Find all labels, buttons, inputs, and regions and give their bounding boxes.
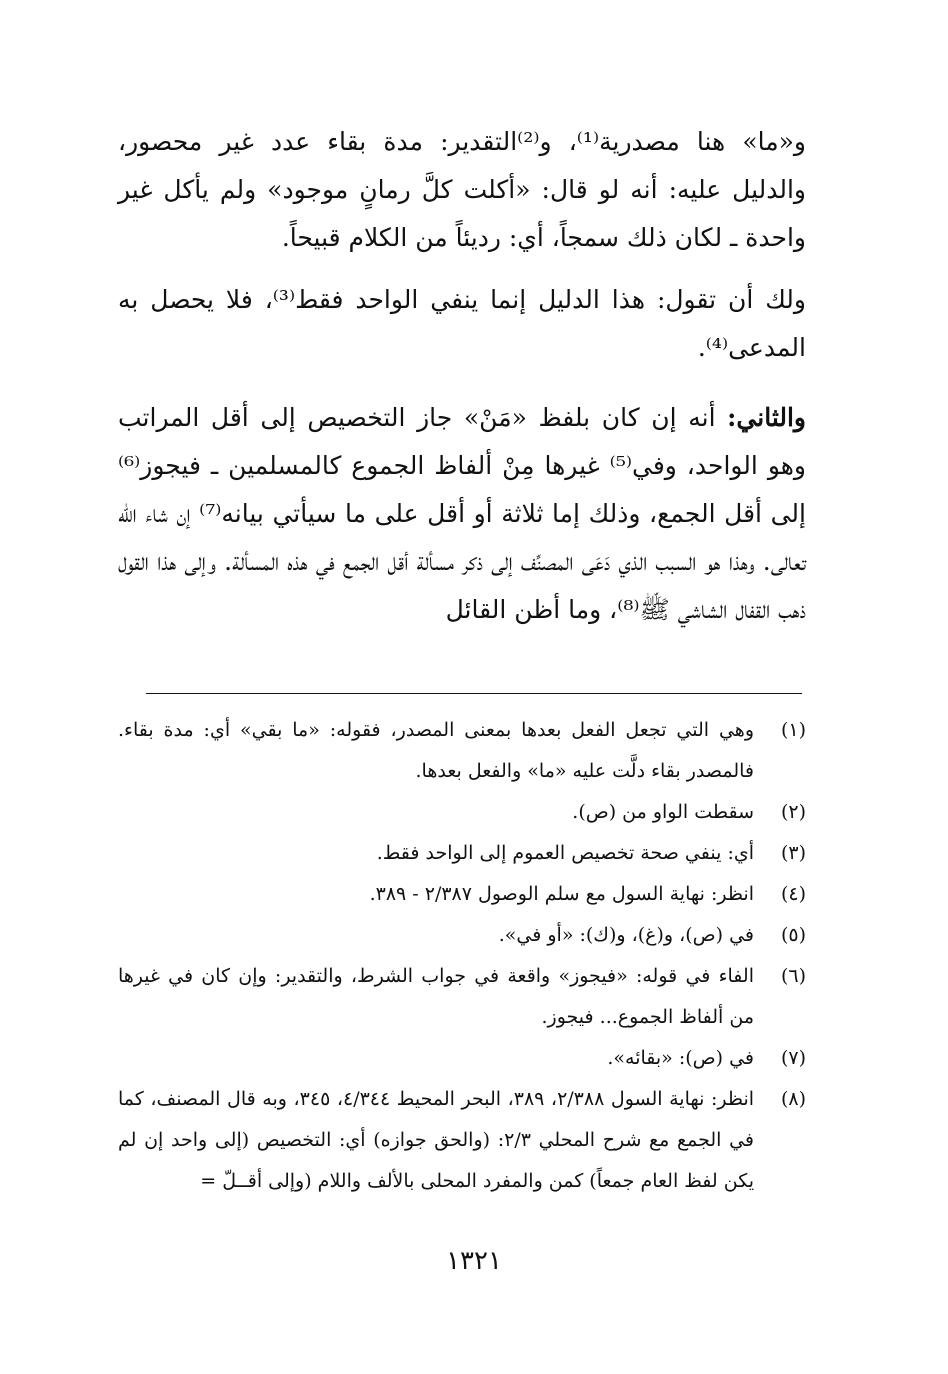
footnote-number: (٨) — [780, 1088, 806, 1110]
footnote-text: الفاء في قوله: «فيجوز» واقعة في جواب الشرط، والتقدير: وإن كان في غيرها من ألفاظ الجموع... فيجوز. — [118, 965, 754, 1028]
footnote-text: انظر: نهاية السول مع سلم الوصول ٢/٣٨٧ - ٣٨٩. — [369, 883, 754, 905]
footnote-1 — [118, 710, 806, 792]
footnote-number: (٤) — [780, 883, 806, 905]
footnote-text: وهي التي تجعل الفعل بعدها بمعنى المصدر، فقوله: «ما بقي» أي: مدة بقاء. فالمصدر بقاء دلَّت عليه «ما» والفعل بعدها. — [118, 719, 754, 782]
footnote-separator — [146, 693, 802, 694]
footnote-3 — [118, 833, 806, 874]
paragraph-1: و«ما» هنا مصدرية⁽¹⁾، و⁽²⁾التقدير: مدة بقاء عدد غير محصور، والدليل عليه: أنه لو قال: «أكلت كلَّ رمانٍ موجود» ولم يأكل غير واحدة ـ لكان ذلك سمجاً، أي: رديئاً من الكلام قبيحاً. — [118, 127, 806, 252]
footnote-text: انظر: نهاية السول ٢/٣٨٨، ٣٨٩، البحر المحيط ٤/٣٤٤، ٣٤٥، وبه قال المصنف، كما في الجمع مع شرح المحلي ٢/٣: (والحق جوازه) أي: التخصيص (إلى واحد إن لم يكن لفظ العام جمعاً) كمن والمفرد المحلى بالألف واللام (وإلى أقــلّ = — [118, 1088, 755, 1192]
footnote-4 — [118, 874, 806, 915]
footnote-number: (٣) — [780, 842, 806, 864]
footnote-2 — [118, 792, 806, 833]
footnote-text: سقطت الواو من (ص). — [572, 801, 754, 823]
footnotes — [118, 710, 806, 1202]
footnote-number: (٧) — [780, 1047, 806, 1069]
footnote-text: أي: ينفي صحة تخصيص العموم إلى الواحد فقط. — [376, 842, 754, 864]
footnote-text: في (ص)، و(غ)، و(ك): «أو في». — [498, 924, 754, 946]
paragraph-2: ولك أن تقول: هذا الدليل إنما ينفي الواحد فقط⁽³⁾، فلا يحصل به المدعى⁽⁴⁾. — [118, 285, 806, 362]
footnote-6 — [118, 956, 806, 1038]
page-number: ١٣٢١ — [446, 1246, 502, 1276]
paragraph-3-body: أنه إن كان بلفظ «مَنْ» جاز التخصيص إلى أقل المراتب وهو الواحد، وفي⁽⁵⁾ غيرها مِنْ ألفاظ الجموع كالمسلمين ـ فيجوز⁽⁶⁾ إلى أقل الجمع، وذلك إما ثلاثة أو أقل على ما سيأتي بيانه⁽⁷⁾ إن شاء الله تعالى. وهذا هو السبب الذي دَعَى المصنِّف إلى ذكر مسألة أقل الجمع في هذه المسألة. وإلى هذا القول ذهب القفال الشاشي ﷺ⁽⁸⁾، وما أظن القائل — [118, 403, 807, 624]
main-text — [118, 118, 806, 634]
footnote-text: في (ص): «بقائه». — [607, 1047, 754, 1069]
footnote-number: (٦) — [780, 965, 806, 987]
footnote-number: (١) — [780, 719, 806, 741]
footnote-8 — [118, 1079, 806, 1202]
paragraph-3-lead: والثاني: — [727, 403, 806, 432]
footnote-5 — [118, 915, 806, 956]
paragraph-3 — [118, 394, 806, 634]
footnote-7 — [118, 1038, 806, 1079]
footnote-number: (٥) — [780, 924, 806, 946]
footnote-number: (٢) — [780, 801, 806, 823]
